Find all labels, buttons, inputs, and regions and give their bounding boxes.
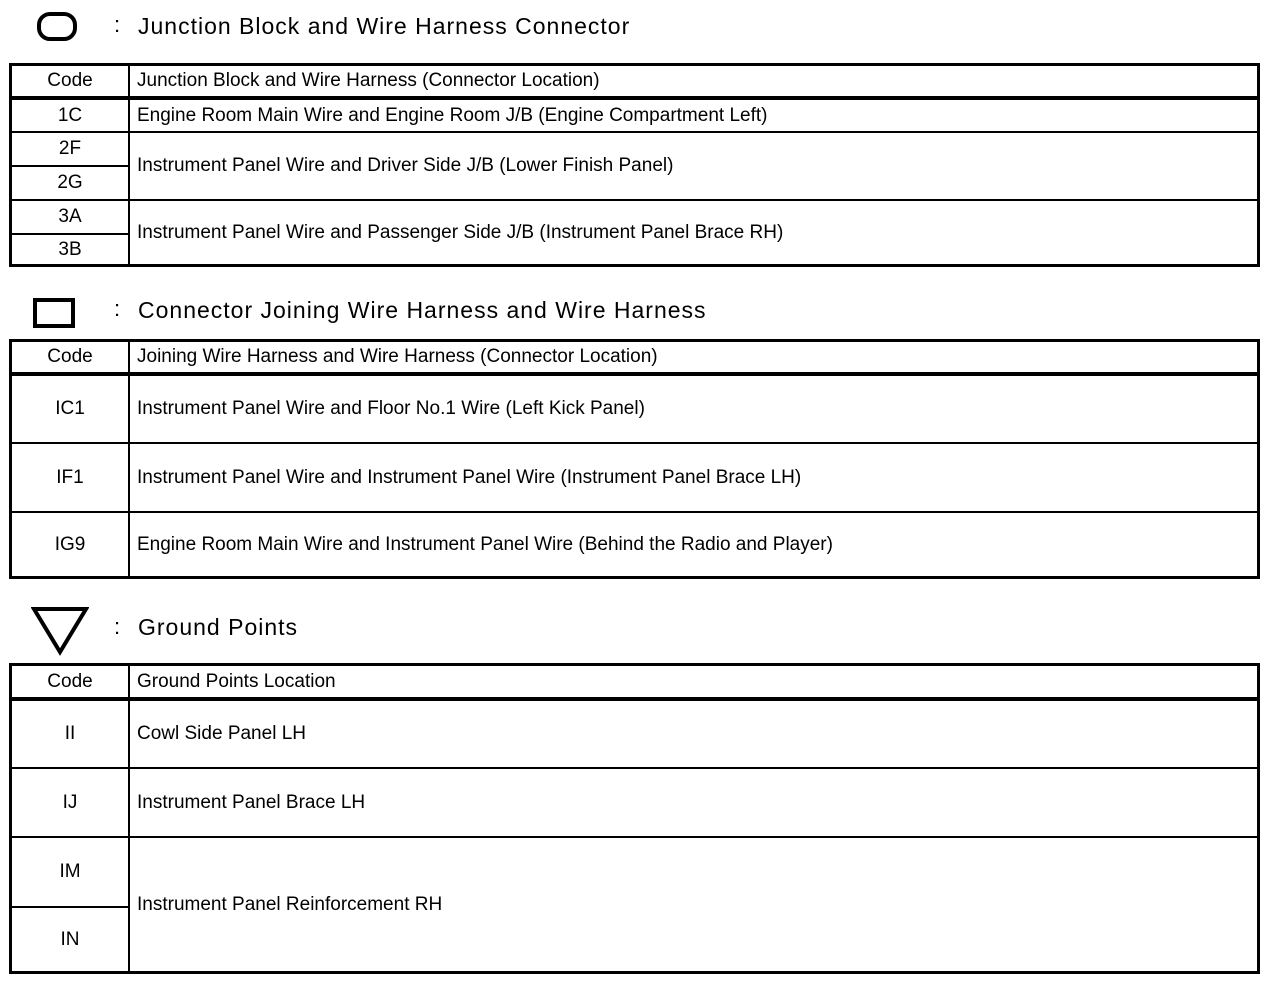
- row-code: II: [11, 699, 130, 768]
- section-title: Ground Points: [138, 614, 299, 640]
- header-desc: Ground Points Location: [129, 665, 1259, 699]
- table-row: [11, 512, 1259, 578]
- row-desc: Engine Room Main Wire and Instrument Panel Wire (Behind the Radio and Player): [129, 512, 1259, 578]
- table-row: [11, 132, 1259, 166]
- header-desc: Joining Wire Harness and Wire Harness (Connector Location): [129, 341, 1259, 374]
- header-code: Code: [11, 665, 130, 699]
- row-code: IM: [11, 837, 130, 907]
- junction-block-table: [9, 63, 1260, 267]
- header-code: Code: [11, 341, 130, 374]
- row-code: IF1: [11, 443, 130, 512]
- section-colon: :: [114, 614, 121, 639]
- row-desc: Cowl Side Panel LH: [129, 699, 1259, 768]
- rectangle-icon: [33, 298, 75, 328]
- row-desc: Instrument Panel Wire and Floor No.1 Wire (Left Kick Panel): [129, 374, 1259, 443]
- row-code: IN: [11, 907, 130, 973]
- row-desc: Instrument Panel Wire and Passenger Side J/B (Instrument Panel Brace RH): [129, 200, 1259, 266]
- row-code: 1C: [11, 98, 130, 132]
- table-row: [11, 768, 1259, 837]
- header-desc: Junction Block and Wire Harness (Connector Location): [129, 65, 1259, 98]
- row-code: 2F: [11, 132, 130, 166]
- row-desc: Instrument Panel Brace LH: [129, 768, 1259, 837]
- section-colon: :: [114, 296, 121, 321]
- table-row: [11, 443, 1259, 512]
- row-code: IJ: [11, 768, 130, 837]
- section-colon: :: [114, 12, 121, 37]
- section-title: Connector Joining Wire Harness and Wire Harness: [138, 297, 707, 323]
- triangle-down-icon: [31, 606, 89, 656]
- row-code: 3A: [11, 200, 130, 234]
- table-header-row: [11, 65, 1259, 98]
- row-code: IC1: [11, 374, 130, 443]
- row-code: IG9: [11, 512, 130, 578]
- row-code: 2G: [11, 166, 130, 200]
- header-code: Code: [11, 65, 130, 98]
- rounded-rect-icon: [37, 12, 77, 41]
- section-title: Junction Block and Wire Harness Connector: [138, 13, 631, 39]
- connector-joining-table: [9, 339, 1260, 579]
- row-desc: Instrument Panel Reinforcement RH: [129, 837, 1259, 973]
- table-row: [11, 837, 1259, 907]
- table-row: [11, 699, 1259, 768]
- row-code: 3B: [11, 234, 130, 266]
- table-row: [11, 200, 1259, 234]
- table-header-row: [11, 341, 1259, 374]
- table-row: [11, 98, 1259, 132]
- table-header-row: [11, 665, 1259, 699]
- table-row: [11, 374, 1259, 443]
- ground-points-table: [9, 663, 1260, 974]
- row-desc: Engine Room Main Wire and Engine Room J/B (Engine Compartment Left): [129, 98, 1259, 132]
- row-desc: Instrument Panel Wire and Driver Side J/B (Lower Finish Panel): [129, 132, 1259, 200]
- row-desc: Instrument Panel Wire and Instrument Panel Wire (Instrument Panel Brace LH): [129, 443, 1259, 512]
